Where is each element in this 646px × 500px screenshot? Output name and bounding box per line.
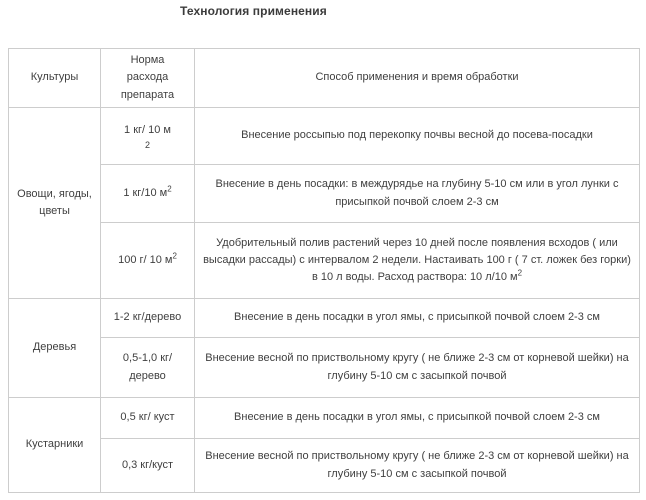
rate-superscript: 2 (167, 184, 172, 194)
application-table (8, 48, 640, 493)
header-rate: Норма расхода препарата (101, 49, 195, 108)
method-cell: Внесение в день посадки в угол ямы, с присыпкой почвой слоем 2-3 см (195, 398, 640, 439)
rate-superscript: 2 (144, 139, 150, 150)
method-cell: Внесение в день посадки: в междурядье на глубину 5-10 см или в угол лунки с присыпкой почвой слоем 2-3 см (195, 165, 640, 223)
method-text: Удобрительный полив растений через 10 дней после появления всходов ( или высадки рассады) с интервалом 2 недели. Настаивать 100 г ( 7 ст. ложек без горки) в 10 л воды. Расход раствора: 10 л/10 м (203, 236, 631, 284)
rate-cell: 1-2 кг/дерево (101, 299, 195, 338)
table-row (9, 439, 640, 493)
table-row (9, 338, 640, 398)
method-cell: Внесение в день посадки в угол ямы, с присыпкой почвой слоем 2-3 см (195, 299, 640, 338)
rate-cell (101, 223, 195, 299)
culture-cell-shrubs: Кустарники (9, 398, 101, 493)
header-method: Способ применения и время обработки (195, 49, 640, 108)
page-title: Технология применения (180, 4, 327, 18)
table-row (9, 165, 640, 223)
rate-superscript: 2 (172, 251, 177, 261)
rate-value: 1 кг/ 10 м (124, 124, 171, 137)
table-row (9, 223, 640, 299)
method-superscript: 2 (517, 268, 523, 278)
table-row (9, 108, 640, 165)
table-row (9, 398, 640, 439)
culture-cell-trees: Деревья (9, 299, 101, 398)
rate-cell: 0,5-1,0 кг/ дерево (101, 338, 195, 398)
method-cell: Внесение весной по приствольному кругу ( не ближе 2-3 см от корневой шейки) на глубину 5-10 см с засыпкой почвой (195, 338, 640, 398)
rate-value: 1 кг/10 м (123, 186, 168, 199)
table-header-row (9, 49, 640, 108)
rate-value: 100 г/ 10 м (118, 253, 173, 266)
rate-cell (101, 165, 195, 223)
rate-cell: 0,5 кг/ куст (101, 398, 195, 439)
rate-cell (101, 108, 195, 165)
table-row (9, 299, 640, 338)
method-cell: Внесение весной по приствольному кругу ( не ближе 2-3 см от корневой шейки) на глубину 5-10 см с засыпкой почвой (195, 439, 640, 493)
culture-cell-vegetables: Овощи, ягоды, цветы (9, 108, 101, 299)
rate-cell: 0,3 кг/куст (101, 439, 195, 493)
header-cultures: Культуры (9, 49, 101, 108)
method-cell (195, 223, 640, 299)
method-cell: Внесение россыпью под перекопку почвы весной до посева-посадки (195, 108, 640, 165)
